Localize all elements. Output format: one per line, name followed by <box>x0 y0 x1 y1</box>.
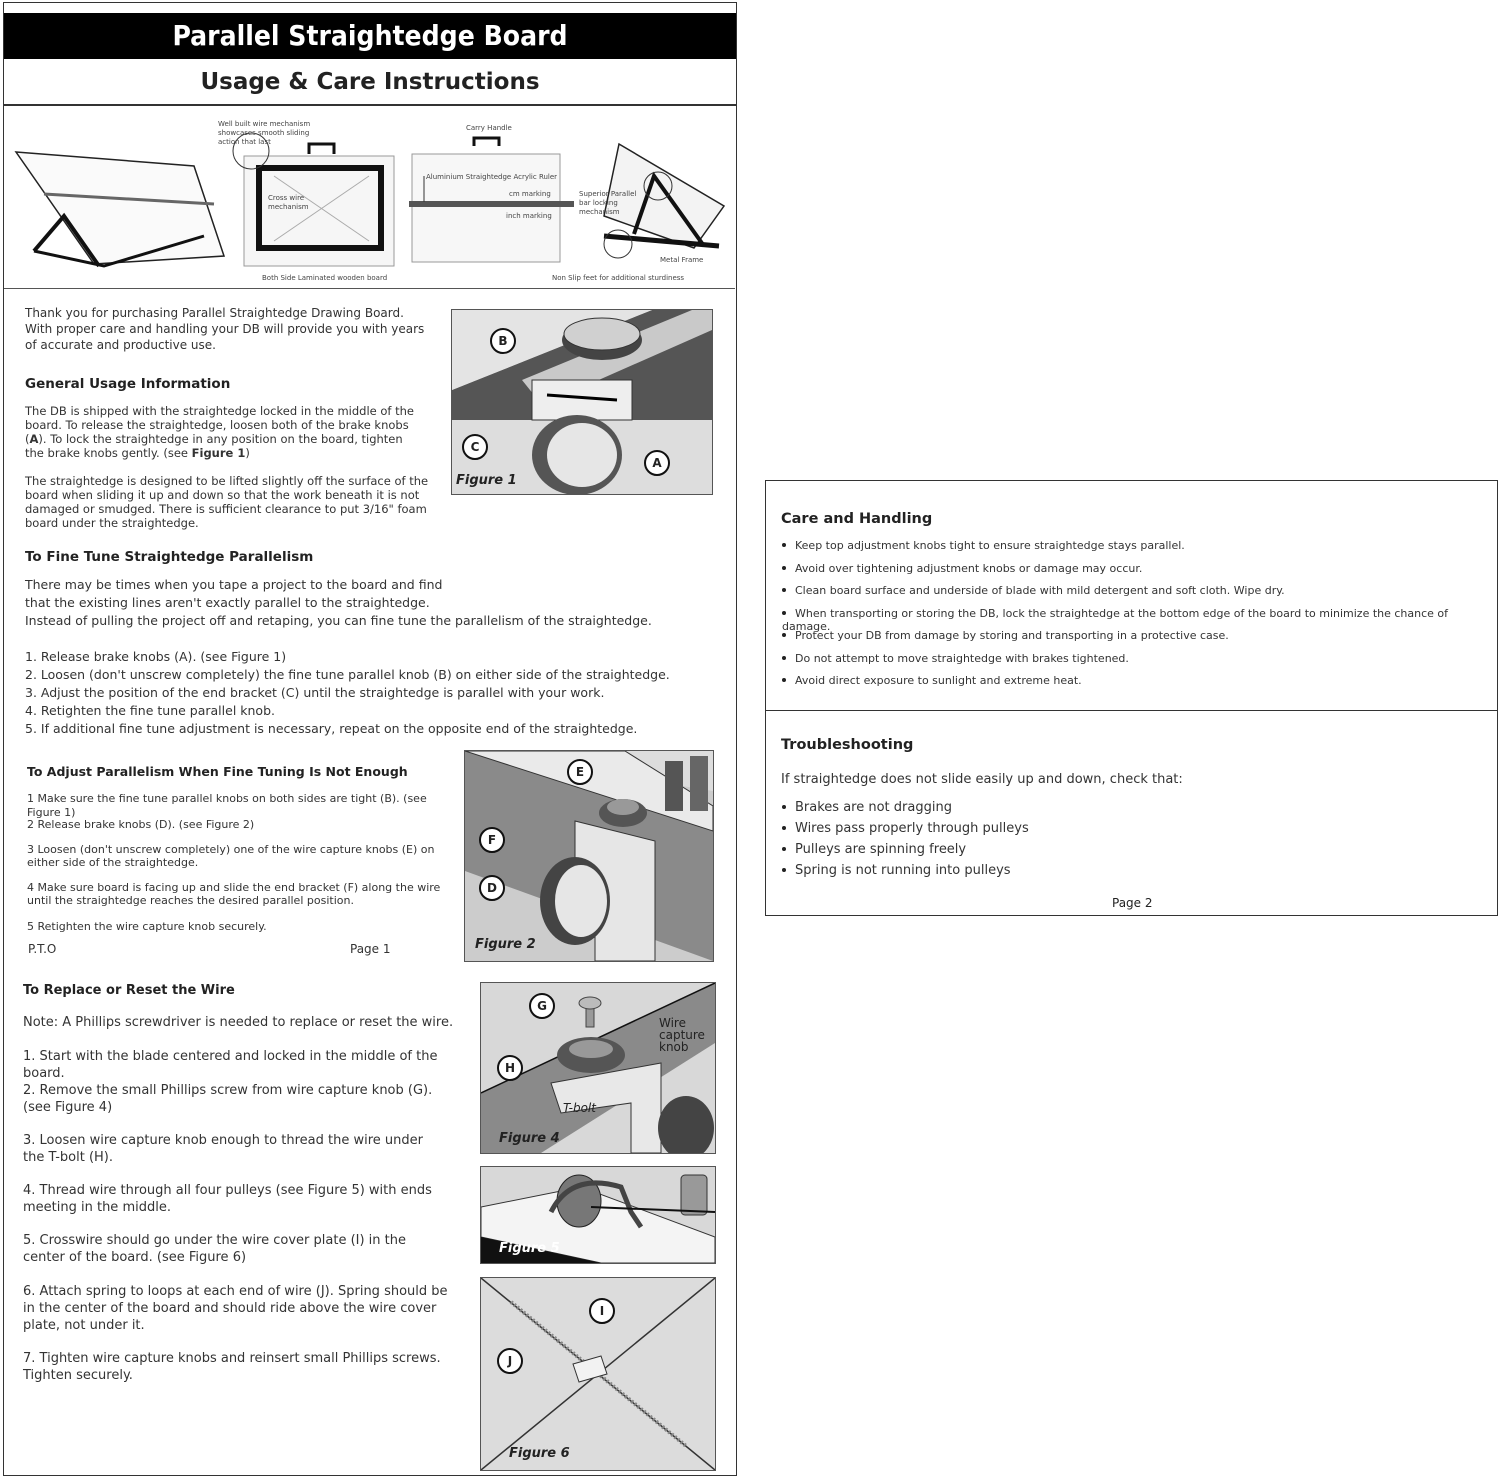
document-subtitle: Usage & Care Instructions <box>4 60 736 106</box>
wire-step-7: 7. Tighten wire capture knobs and reinsert small Phillips screws. Tighten securely. <box>23 1351 441 1383</box>
strip-cm: cm marking <box>509 190 551 198</box>
wire-capture-label: Wire capture knob <box>659 1016 705 1054</box>
callout-c: C <box>462 434 488 460</box>
wire-step-5: 5. Crosswire should go under the wire cover plate (I) in the center of the board. (see Figure 6) <box>23 1233 407 1265</box>
adjust-heading: To Adjust Parallelism When Fine Tuning Is Not Enough <box>27 764 408 779</box>
figure-4 <box>480 982 716 1154</box>
care-item-4: When transporting or storing the DB, lock the straightedge at the bottom edge of the board to minimize the chance of damage. <box>782 607 1449 633</box>
care-item-7: Avoid direct exposure to sunlight and extreme heat. <box>782 674 1082 687</box>
fine-tune-step-3: 3. Adjust the position of the end bracket (C) until the straightedge is parallel with your work. <box>25 685 605 700</box>
callout-j: J <box>497 1348 523 1374</box>
page-2-number: Page 2 <box>1112 896 1153 910</box>
figure-2-label: Figure 2 <box>475 937 536 952</box>
document-title: Parallel Straightedge Board <box>4 13 736 59</box>
figure-1 <box>451 309 713 495</box>
adjust-step-3: 3 Loosen (don't unscrew completely) one of the wire capture knobs (E) on either side of the straightedge. <box>27 843 435 869</box>
troubleshooting-intro: If straightedge does not slide easily up and down, check that: <box>781 772 1183 787</box>
wire-step-6: 6. Attach spring to loops at each end of wire (J). Spring should be in the center of the board and should ride above the wire cover plate, not under it. <box>23 1284 448 1333</box>
care-item-5: Protect your DB from damage by storing and transporting in a protective case. <box>782 629 1229 642</box>
figure-1-label: Figure 1 <box>456 473 517 488</box>
fine-tune-line-2: that the existing lines aren't exactly parallel to the straightedge. <box>25 595 430 610</box>
wire-step-2: 2. Remove the small Phillips screw from wire capture knob (G). (see Figure 4) <box>23 1083 433 1115</box>
page-2 <box>765 480 1498 916</box>
wire-step-3: 3. Loosen wire capture knob enough to thread the wire under the T-bolt (H). <box>23 1133 423 1165</box>
strip-inch: inch marking <box>506 212 552 220</box>
callout-g: G <box>529 993 555 1019</box>
trouble-item-2: Wires pass properly through pulleys <box>782 821 1029 836</box>
care-item-2: Avoid over tightening adjustment knobs or damage may occur. <box>782 562 1142 575</box>
intro-text: Thank you for purchasing Parallel Straightedge Drawing Board. With proper care and handling your DB will provide you with years of accurate and productive use. <box>25 306 425 352</box>
pto-label: P.T.O <box>28 942 57 956</box>
trouble-item-3: Pulleys are spinning freely <box>782 842 966 857</box>
callout-i: I <box>589 1298 615 1324</box>
strip-both-side: Both Side Laminated wooden board <box>262 274 388 282</box>
product-illustration-strip <box>4 106 735 289</box>
fine-tune-line-1: There may be times when you tape a project to the board and find <box>25 577 443 592</box>
wire-step-1: 1. Start with the blade centered and locked in the middle of the board. <box>23 1049 438 1081</box>
callout-d: D <box>479 875 505 901</box>
strip-carry-handle: Carry Handle <box>466 124 512 132</box>
general-usage-heading: General Usage Information <box>25 376 231 392</box>
care-heading: Care and Handling <box>781 511 933 527</box>
figure-5 <box>480 1166 716 1264</box>
fine-tune-step-2: 2. Loosen (don't unscrew completely) the fine tune parallel knob (B) on either side of the straightedge. <box>25 667 670 682</box>
callout-a: A <box>644 450 670 476</box>
fine-tune-step-5: 5. If additional fine tune adjustment is necessary, repeat on the opposite end of the straightedge. <box>25 721 638 736</box>
callout-h: H <box>497 1055 523 1081</box>
strip-ruler: Aluminium Straightedge Acrylic Ruler <box>426 173 558 181</box>
figure-2 <box>464 750 714 962</box>
callout-b: B <box>490 328 516 354</box>
strip-non-slip: Non Slip feet for additional sturdiness <box>552 274 685 282</box>
wire-note: Note: A Phillips screwdriver is needed to replace or reset the wire. <box>23 1015 454 1030</box>
general-usage-para-1: The DB is shipped with the straightedge locked in the middle of the board. To release the straightedge, loosen both of the brake knobs (A). To lock the straightedge in any position on the board, tighten the brake knobs gently. (see Figure 1) <box>25 404 414 460</box>
general-usage-para-2: The straightedge is designed to be lifted slightly off the surface of the board when sliding it up and down so that the work beneath it is not damaged or smudged. There is sufficient clearance to put 3/16" foam board under the straightedge. <box>25 474 429 530</box>
fine-tune-step-4: 4. Retighten the fine tune parallel knob. <box>25 703 275 718</box>
callout-f: F <box>479 827 505 853</box>
strip-superior: Superior Parallel bar locking mechanism <box>579 190 637 216</box>
trouble-item-4: Spring is not running into pulleys <box>782 863 1011 878</box>
adjust-step-5: 5 Retighten the wire capture knob securely. <box>27 920 267 933</box>
figure-5-label: Figure 5 <box>499 1241 560 1256</box>
fine-tune-step-1: 1. Release brake knobs (A). (see Figure 1) <box>25 649 287 664</box>
adjust-step-4: 4 Make sure board is facing up and slide the end bracket (F) along the wire until the straightedge reaches the desired parallel position. <box>27 881 441 907</box>
care-item-1: Keep top adjustment knobs tight to ensure straightedge stays parallel. <box>782 539 1185 552</box>
strip-note-wire: Well built wire mechanism showcases smooth sliding action that last <box>218 120 311 146</box>
strip-metal-frame: Metal Frame <box>660 256 704 264</box>
troubleshooting-heading: Troubleshooting <box>781 737 914 753</box>
figure-6 <box>480 1277 716 1471</box>
wire-heading: To Replace or Reset the Wire <box>23 983 235 998</box>
adjust-step-2: 2 Release brake knobs (D). (see Figure 2) <box>27 818 255 831</box>
tbolt-label: T-bolt <box>563 1101 596 1115</box>
wire-step-4: 4. Thread wire through all four pulleys (see Figure 5) with ends meeting in the middle. <box>23 1183 432 1215</box>
callout-e: E <box>567 759 593 785</box>
trouble-item-1: Brakes are not dragging <box>782 800 952 815</box>
care-divider <box>766 710 1497 711</box>
page-1-number: Page 1 <box>350 942 391 956</box>
adjust-step-1: 1 Make sure the fine tune parallel knobs on both sides are tight (B). (see Figure 1) <box>27 792 427 819</box>
care-item-3: Clean board surface and underside of blade with mild detergent and soft cloth. Wipe dry. <box>782 584 1285 597</box>
fine-tune-heading: To Fine Tune Straightedge Parallelism <box>25 549 314 565</box>
figure-4-label: Figure 4 <box>499 1131 560 1146</box>
strip-cross-wire: Cross wire mechanism <box>268 194 309 211</box>
care-item-6: Do not attempt to move straightedge with brakes tightened. <box>782 652 1129 665</box>
figure-6-label: Figure 6 <box>509 1446 570 1461</box>
fine-tune-line-3: Instead of pulling the project off and retaping, you can fine tune the parallelism of the straightedge. <box>25 613 652 628</box>
